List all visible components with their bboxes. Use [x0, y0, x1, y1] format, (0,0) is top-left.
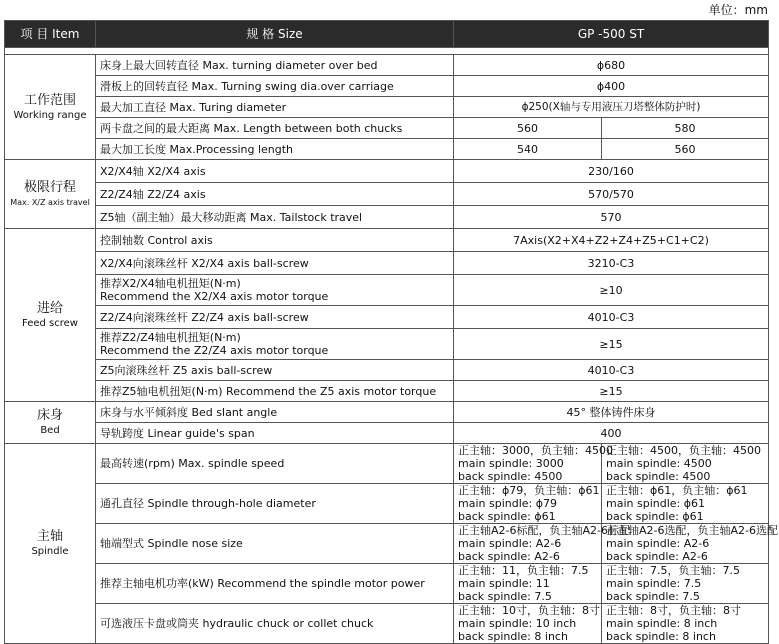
row-label: 导轨跨度 Linear guide's span: [96, 423, 454, 444]
table-header: [5, 21, 769, 48]
row-label: 可选液压卡盘或筒夹 hydraulic chuck or collet chuck: [96, 604, 454, 644]
row-value: ≥10: [454, 275, 769, 306]
category-en: Spindle: [31, 546, 69, 557]
table-row: [5, 564, 769, 604]
table-row: [5, 118, 769, 139]
row-value: 7Axis(X2+X4+Z2+Z4+Z5+C1+C2): [454, 229, 769, 252]
row-label-en: Recommend the X2/X4 axis motor torque: [100, 290, 329, 303]
row-label: 推荐Z5轴电机扭矩(N·m) Recommend the Z5 axis motor torque: [96, 381, 454, 402]
row-value: ≥15: [454, 329, 769, 360]
table-row: [5, 402, 769, 423]
row-value-left: 540: [454, 139, 602, 160]
table-row: [5, 275, 769, 306]
row-label: Z5向滚珠丝杆 Z5 axis ball-screw: [96, 360, 454, 381]
value-line: 正主轴：11，负主轴：7.5: [458, 564, 589, 577]
row-value-right: 560: [602, 139, 769, 160]
value-line: main spindle: 7.5: [606, 577, 702, 590]
row-value-left: 560: [454, 118, 602, 139]
category-bed: [5, 402, 96, 444]
table-row: [5, 139, 769, 160]
value-line: 正主轴：8寸，负主轴：8寸: [606, 604, 741, 617]
row-label: 两卡盘之间的最大距离 Max. Length between both chucks: [96, 118, 454, 139]
row-label: Z5轴（副主轴）最大移动距离 Max. Tailstock travel: [96, 206, 454, 229]
value-line: back spindle: 7.5: [458, 590, 552, 603]
row-label: 床身上最大回转直径 Max. turning diameter over bed: [96, 55, 454, 76]
category-cn: 进给: [36, 300, 63, 316]
row-value: ≥15: [454, 381, 769, 402]
row-label: 轴端型式 Spindle nose size: [96, 524, 454, 564]
table-row: [5, 360, 769, 381]
row-value-right: [602, 444, 769, 484]
value-line: back spindle: ϕ61: [458, 510, 556, 523]
row-value-right: [602, 564, 769, 604]
value-line: main spindle: 4500: [606, 457, 712, 470]
table-row: [5, 206, 769, 229]
category-cn: 工作范围: [23, 92, 76, 108]
value-line: 正主轴：ϕ61，负主轴：ϕ61: [606, 484, 748, 497]
table-row: [5, 604, 769, 644]
value-line: main spindle: 8 inch: [606, 617, 718, 630]
row-value: ϕ400: [454, 76, 769, 97]
table-row: [5, 524, 769, 564]
value-line: 正主轴：ϕ79，负主轴：ϕ61: [458, 484, 600, 497]
row-value: 570/570: [454, 183, 769, 206]
category-spindle: [5, 444, 96, 644]
unit-label: 单位：mm: [708, 3, 768, 17]
spec-table: [4, 20, 778, 644]
row-label: 最高转速(rpm) Max. spindle speed: [96, 444, 454, 484]
value-line: 正主轴A2-6标配，负主轴A2-6标配: [458, 524, 630, 537]
row-value: 400: [454, 423, 769, 444]
value-line: main spindle: ϕ79: [458, 497, 557, 510]
category-cn: 极限行程: [23, 179, 76, 195]
table-row: [5, 306, 769, 329]
row-label: X2/X4轴 X2/X4 axis: [96, 160, 454, 183]
value-line: back spindle: 4500: [606, 470, 711, 483]
row-value: 570: [454, 206, 769, 229]
row-label: 控制轴数 Control axis: [96, 229, 454, 252]
row-value-left: [454, 564, 602, 604]
row-value-right: [602, 604, 769, 644]
row-value-left: [454, 604, 602, 644]
row-label-en: Recommend the Z2/Z4 axis motor torque: [100, 344, 329, 357]
row-value-right: [602, 524, 778, 564]
table-row: [5, 229, 769, 252]
value-line: main spindle: ϕ61: [606, 497, 705, 510]
row-label: Z2/Z4向滚珠丝杆 Z2/Z4 axis ball-screw: [96, 306, 454, 329]
value-line: main spindle: 11: [458, 577, 550, 590]
category-en: Feed screw: [22, 317, 78, 329]
value-line: main spindle: A2-6: [458, 537, 562, 550]
row-label: Z2/Z4轴 Z2/Z4 axis: [96, 183, 454, 206]
value-line: back spindle: 7.5: [606, 590, 700, 603]
value-line: back spindle: 4500: [458, 470, 563, 483]
value-line: back spindle: 8 inch: [606, 630, 716, 643]
category-en: Working range: [13, 109, 87, 121]
row-value-left: [454, 524, 630, 564]
header-size: 规 格 Size: [96, 21, 454, 48]
row-value: 4010-C3: [454, 360, 769, 381]
row-value-right: 580: [602, 118, 769, 139]
header-item: 项 目 Item: [5, 21, 96, 48]
category-en: Max. X/Z axis travel: [10, 197, 90, 207]
table-row: [5, 76, 769, 97]
category-cn: 主轴: [36, 529, 63, 544]
table-row: [5, 183, 769, 206]
row-label-two-line: [96, 275, 454, 306]
row-label-cn: 推荐Z2/Z4轴电机扭矩(N·m): [100, 331, 241, 344]
spacer-row: [5, 48, 769, 55]
value-line: 正主轴：3000，负主轴：4500: [458, 444, 613, 457]
table-row: [5, 381, 769, 402]
category-feed: [5, 229, 96, 402]
category-en: Bed: [40, 425, 60, 436]
row-label: 床身与水平倾斜度 Bed slant angle: [96, 402, 454, 423]
row-label-cn: 推荐X2/X4轴电机扭矩(N·m): [100, 277, 241, 290]
table-row: [5, 484, 769, 524]
row-value-left: [454, 444, 613, 484]
value-line: main spindle: 3000: [458, 457, 564, 470]
table-row: [5, 252, 769, 275]
value-line: main spindle: 10 inch: [458, 617, 577, 630]
value-line: 正主轴：10寸，负主轴：8寸: [458, 604, 600, 617]
value-line: back spindle: ϕ61: [606, 510, 704, 523]
row-value: ϕ680: [454, 55, 769, 76]
row-label: 通孔直径 Spindle through-hole diameter: [96, 484, 454, 524]
value-line: back spindle: A2-6: [606, 550, 708, 563]
row-value: ϕ250(X轴与专用液压刀塔整体防护时): [454, 97, 769, 118]
row-label: 最大加工长度 Max.Processing length: [96, 139, 454, 160]
value-line: main spindle: A2-6: [606, 537, 710, 550]
table-row: [5, 329, 769, 360]
category-cn: 床身: [36, 408, 63, 423]
value-line: back spindle: A2-6: [458, 550, 560, 563]
row-label: 滑板上的回转直径 Max. Turning swing dia.over carriage: [96, 76, 454, 97]
row-value: 230/160: [454, 160, 769, 183]
row-value: 45° 整体铸件床身: [454, 402, 769, 423]
row-label-two-line: [96, 329, 454, 360]
row-label: 最大加工直径 Max. Turing diameter: [96, 97, 454, 118]
header-model: GP -500 ST: [454, 21, 769, 48]
table-row: [5, 444, 769, 484]
category-travel: [5, 160, 96, 229]
table-row: [5, 160, 769, 183]
table-row: [5, 55, 769, 76]
value-line: 正主轴A2-6选配，负主轴A2-6选配: [606, 524, 778, 537]
category-working-range: [5, 55, 96, 160]
row-value: 3210-C3: [454, 252, 769, 275]
table-row: [5, 97, 769, 118]
row-label: X2/X4向滚珠丝杆 X2/X4 axis ball-screw: [96, 252, 454, 275]
value-line: back spindle: 8 inch: [458, 630, 568, 643]
table-row: [5, 423, 769, 444]
value-line: 正主轴：4500，负主轴：4500: [606, 444, 761, 457]
row-value-right: [602, 484, 769, 524]
row-label: 推荐主轴电机功率(kW) Recommend the spindle motor power: [96, 564, 454, 604]
value-line: 正主轴：7.5，负主轴：7.5: [606, 564, 740, 577]
row-value: 4010-C3: [454, 306, 769, 329]
row-value-left: [454, 484, 602, 524]
